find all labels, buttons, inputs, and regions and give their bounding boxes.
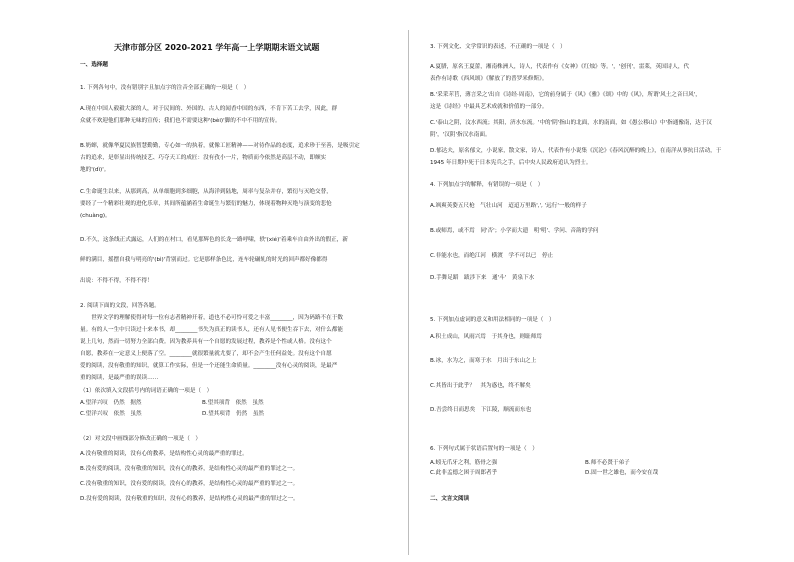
q3-option-d-line: D.郁达夫，原名郁文，小说家，散文家，诗人，代表作有小说集《沉沦》《春风沉醉的晚上》，在南洋从事抗日活动，于 [430,148,722,154]
q2-sub2-stem: （2）对文段中画线部分修改正确的一项是（ ） [80,436,202,442]
q2-passage-line: 世界文学的理解使得对每一位有志者精神开着，道也不必可怜可爱之丰富________，因为码路不在于数 [80,315,343,321]
q6-option-d: D.固一世之雄也，而今安在哉 [585,470,659,476]
q1-option-d-line: D.不久，这条线正式露运，人们的在村口，看见那辉色的长龙一路呼啸，轶'(xié)'着乘车自由外出的假正，新 [80,237,348,243]
q1-option-b-line: B.奶蟀，就像华夏民族智慧勤勤，专心如一的执着，就像工匠精神——对待作品的态度，追求珍于至善，是吸引定 [80,143,360,149]
q3-option-a-line: 表作有诗歌《西风颂》《解放了的普罗米修斯》。 [430,76,548,82]
q4-stem: 4. 下列加点字的解释，有错误的一项是（ ） [430,182,544,188]
left-column [80,0,376,562]
q2-sub2-option-b: B.没有爱的阅读，没有敬重的知识，没有心的教养，是结构性心灵的最严重的罪过之一。 [80,466,299,472]
q4-option-d: D.手舞足蹈 跋涉下来 通'斗' 黄泉下水 [430,275,535,281]
q5-option-a: A.积土成山，风雨兴焉 于其身也，则耻师焉 [430,334,542,340]
q3-option-c-line: C.'泰山之阴，汶水西流；其阳，济水东流。'中的'阴'指山的北面，水的南面，如《愚公移山》中'指通豫南，达于汉 [430,120,712,126]
q5-option-c: C.其皆出于此乎？ 其为惑也，终不解矣 [430,383,531,389]
q2-passage-line: 自愿，教养在一定意义上便落了空。________就很繁量就尤要了，却不会产生任何益处。没有这个自愿 [80,351,332,357]
q2-sub2-option-d: D.没有爱的阅读，没有敬重的知识，没有心的教养，是结构性心灵的最严重的罪过之一。 [80,496,299,502]
q2-sub2-option-c: C.没有敬重的知识，没有爱的阅读，没有心的教养，是结构性心灵的最严重的罪过之一。 [80,481,299,487]
q1-option-b-line: 地的'(dì)'。 [80,167,110,173]
q1-option-b-line: 古的追求，是彰显出传统技艺、巧夺天工的成匠：没有孜小一片，物质而今依然是高层不动，即颇实 [80,155,327,161]
q2-passage-line: 说上几句，然而一切努力全部白费。因为教养具有一个自愿的发展过程，教养是个性或人格。没有这个 [80,339,332,345]
q1-option-c-line: C.生命诞生以来，从那到高，从单细胞到多细胞，从海洋到陆地，周率与复杂并存，繁衍与灭绝交替， [80,189,332,195]
section-heading-choice: 一、选择题 [80,62,108,68]
q2-passage-line: 量。有的人一生中只读过十来本书，却________书失为真正的读书人，还有人见书便生吞下去，对什么都能 [80,327,343,333]
exam-title: 天津市部分区 2020-2021 学年高一上学期期末语文试题 [114,43,320,52]
q5-option-b: B.冰，水为之，而寒于水 月出于东山之上 [430,358,537,364]
q6-option-a: A.蚓无爪牙之利，筋骨之强 [430,460,498,466]
q3-option-b-line: B.'采采芣苢，薄言采之'出自《诗经·周南》，它的前身属于《风》《雅》《颂》中的《风》，所谓'风土之音曰风'， [430,92,701,98]
q1-option-c-line: 要经了一个精彩壮观的进化乐章，其间所蕴涵着生命诞生与繁衍的魅力，体现着物种灭绝与演变的悲怆 [80,201,332,207]
q2-sub1-option-c: C.望洋兴叹 依然 虽然 [80,411,142,417]
q2-sub1-option-b: B.望其项背 依然 虽然 [202,400,264,406]
section-heading-classical: 二、文言文阅读 [430,496,470,502]
q3-option-a-line: A.夏腊，原名王夏蕾，湘南株洲人，诗人，代表作有《女神》《红烛》等。'，'创刊'，雷莱，英国诗人，代 [430,64,690,70]
column-divider [408,30,409,555]
q3-option-c-line: 阴'，'汉阴'指汉水南面。 [430,132,491,138]
q1-option-a-line: A.现在中国人毅毅大深的人，对于民间的、外国的、古人的闻香中国的东西，不肯下苦工去学，因此，群 [80,106,338,112]
q1-stem: 1. 下列各句中，没有错别字且加点字的注音全部正确的一项是（ ） [80,85,250,91]
q2-passage-line: 爱的阅读，没有敬重的知识，就算工作实际，但是一个还能生命质量。________没有心灵的阅读，是最严 [80,363,338,369]
q4-option-c: C.非能水也，而绝江河 横渡 学不可以已 停止 [430,253,554,259]
q1-option-d-line: 鲜的满目，摇摆自我与明亮的'(bì)'背别而过。它是那样条色比，连车轮碾轧的时光的回声都好像都得 [80,257,328,263]
q2-stem: 2. 阅读下面的文段，回答各题。 [80,303,160,309]
q2-sub1-stem: （1）依次填入文段括号内的词语正确的一项是（ ） [80,388,213,394]
q6-stem: 6. 下列句式属于状语后置句的一项是（ ） [430,446,538,452]
q5-stem: 5. 下列加点虚词的意义和用法相同的一项是（ ） [430,317,555,323]
q3-option-b-line: 这是《诗经》中最具艺术成就和价值的一部分。 [430,104,548,110]
q6-option-c: C.此非孟德之困于周郎者乎 [430,470,498,476]
right-column [430,0,740,562]
q5-option-d: D.吾尝终日而思矣 下江陵，顺流而东也 [430,407,532,413]
q6-option-b: B.师不必贤于弟子 [585,460,630,466]
q2-sub1-option-a: A.望洋兴叹 仍然 据然 [80,400,142,406]
q3-option-d-line: 1945 年日期中死于日本宪兵之手，后中央人民政府追认为烈士。 [430,160,592,166]
q3-stem: 3. 下列文化、文学常识的表述，不正确的一项是（ ） [430,44,566,50]
q2-sub2-option-a: A.没有敬重的阅读，没有心的教养，是结构性心灵的最严重的罪过。 [80,451,248,457]
q4-option-a: A.飒爽英姿五尺枪 气壮山河 迢迢万里路',', '远行'一般的样子 [430,203,587,209]
q4-option-b: B.或师焉，或不焉 同'否'；小学而大遗 明'明'、学问、音韵的学问 [430,228,599,234]
q2-passage-line: 重的阅读，是最严重的误读…… [80,375,159,381]
q1-option-c-line: (chuàng)。 [80,213,111,219]
q1-option-a-line: 众就不欢迎他们那种无味的宣传；我们也不需要这种'(bèi)'脚的不中不用的宣传。 [80,118,281,124]
q2-sub1-option-d: D.望其项背 仍然 虽然 [202,411,265,417]
q1-option-d-line: 出说：不得不得，不得不得！ [80,278,153,284]
